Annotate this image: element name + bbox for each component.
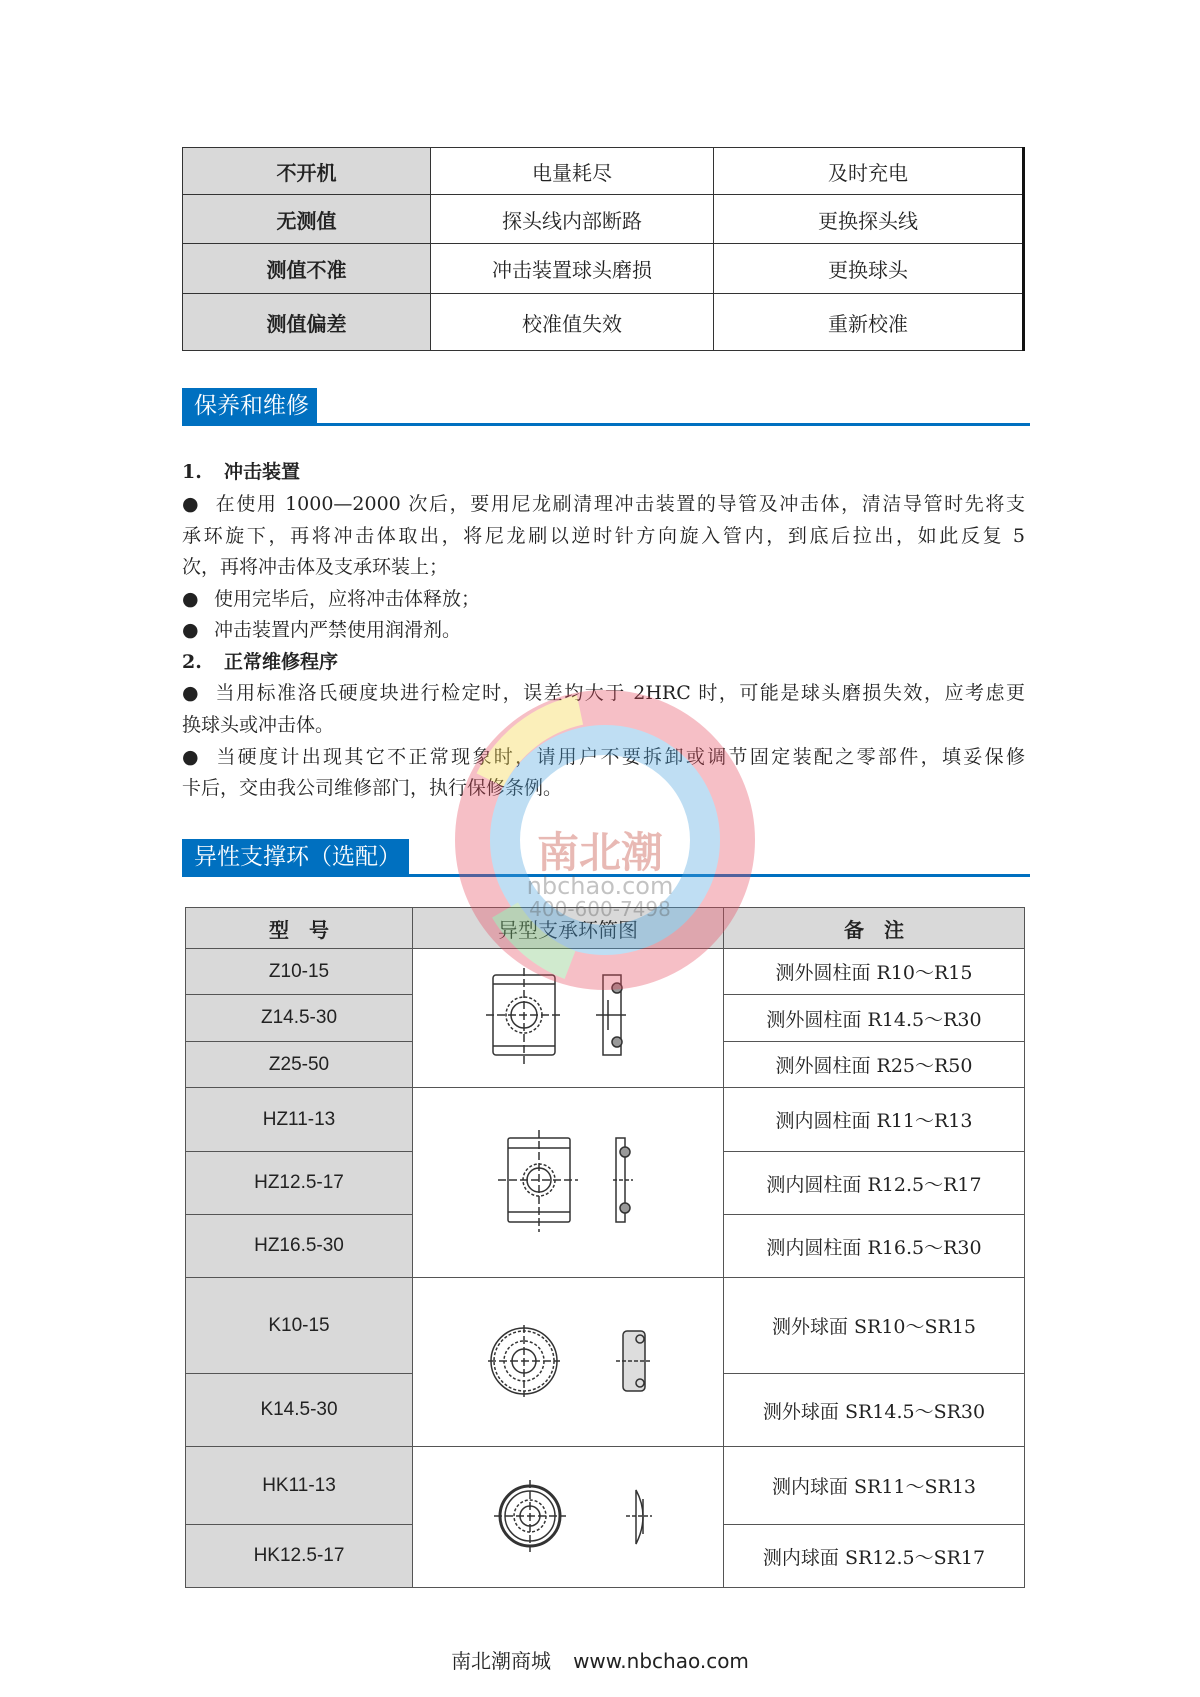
page-footer	[0, 1645, 1200, 1674]
subheading-text: 冲击装置	[224, 461, 301, 483]
line-text: 换球头或冲击体。	[182, 714, 335, 736]
model-cell: K14.5-30	[186, 1374, 413, 1447]
model-cell: HK11-13	[186, 1447, 413, 1525]
model-cell: HK12.5-17	[186, 1525, 413, 1588]
cause-cell: 电量耗尽	[431, 148, 714, 195]
symptom-cell: 不开机	[183, 148, 431, 195]
remedy-cell: 更换探头线	[714, 195, 1024, 244]
watermark-phone: 400-600-7498	[529, 897, 671, 921]
diagram-hz-ring	[413, 1088, 724, 1278]
line-text: 卡后，交由我公司维修部门，执行保修条例。	[182, 777, 563, 799]
model-cell: HZ16.5-30	[186, 1215, 413, 1278]
note-cell: 测外圆柱面 R10～R15	[724, 949, 1025, 995]
line-text: 当用标准洛氏硬度块进行检定时，误差均大于 2HRC 时，可能是球头磨损失效，应考虑更	[214, 682, 1025, 704]
footer-url-link[interactable]: www.nbchao.com	[573, 1649, 749, 1673]
remedy-cell: 重新校准	[714, 294, 1024, 351]
paragraph-line	[182, 555, 1025, 579]
line-text: 承环旋下，再将冲击体取出，将尼龙刷以逆时针方向旋入管内，到底后拉出，如此反复 5	[182, 525, 1025, 547]
table-row	[186, 1278, 1025, 1374]
subheading-text: 正常维修程序	[224, 651, 339, 673]
table-row	[186, 949, 1025, 995]
paragraph-line	[182, 492, 1025, 516]
table-row	[186, 1088, 1025, 1152]
section-title: 异性支撑环（选配）	[182, 839, 409, 874]
note-cell: 测内圆柱面 R16.5～R30	[724, 1215, 1025, 1278]
watermark-site: nbchao.com	[526, 872, 674, 900]
item-number: 2.	[182, 651, 202, 673]
diagram-z-ring	[413, 949, 724, 1088]
column-header-note: 备 注	[724, 908, 1025, 949]
model-cell: Z10-15	[186, 949, 413, 995]
table-row	[183, 148, 1024, 195]
model-cell: K10-15	[186, 1278, 413, 1374]
model-cell: Z25-50	[186, 1042, 413, 1088]
note-cell: 测内圆柱面 R11～R13	[724, 1088, 1025, 1152]
symptom-cell: 无测值	[183, 195, 431, 244]
bullet-icon: ●	[182, 588, 199, 610]
column-header-model: 型 号	[186, 908, 413, 949]
note-cell: 测外球面 SR10～SR15	[724, 1278, 1025, 1374]
footer-brand: 南北潮商城	[451, 1649, 552, 1673]
cause-cell: 校准值失效	[431, 294, 714, 351]
column-header-diagram: 异型支承环简图	[413, 908, 724, 949]
section-heading-maintenance	[182, 388, 1030, 426]
model-cell: HZ11-13	[186, 1088, 413, 1152]
model-cell: Z14.5-30	[186, 995, 413, 1042]
note-cell: 测外圆柱面 R14.5～R30	[724, 995, 1025, 1042]
fault-table	[182, 147, 1025, 351]
table-row	[183, 294, 1024, 351]
bullet-icon: ●	[182, 619, 199, 641]
watermark-name: 南北潮	[536, 828, 663, 877]
paragraph-line	[182, 681, 1025, 705]
inner-spherical-ring-drawing-icon	[468, 1454, 668, 1574]
line-text: 当硬度计出现其它不正常现象时，请用户不要拆卸或调节固定装配之零部件，填妥保修	[214, 746, 1025, 768]
subheading-repair-procedure	[182, 650, 1025, 674]
diagram-k-ring	[413, 1278, 724, 1447]
line-text: 使用完毕后，应将冲击体释放；	[214, 588, 481, 610]
table-row	[183, 195, 1024, 244]
diagram-hk-ring	[413, 1447, 724, 1588]
paragraph-line	[182, 587, 1025, 611]
bullet-icon: ●	[182, 493, 199, 515]
line-text: 冲击装置内严禁使用润滑剂。	[214, 619, 462, 641]
paragraph-line	[182, 776, 1025, 800]
table-row	[183, 244, 1024, 294]
paragraph-line	[182, 524, 1025, 548]
item-number: 1.	[182, 461, 202, 483]
paragraph-line	[182, 745, 1025, 769]
cylindrical-ring-drawing-icon	[468, 960, 668, 1070]
cause-cell: 探头线内部断路	[431, 195, 714, 244]
note-cell: 测内球面 SR11～SR13	[724, 1447, 1025, 1525]
table-row	[186, 1447, 1025, 1525]
subheading-impact-device	[182, 460, 1025, 484]
note-cell: 测外球面 SR14.5～SR30	[724, 1374, 1025, 1447]
bullet-icon: ●	[182, 682, 199, 704]
note-cell: 测内圆柱面 R12.5～R17	[724, 1152, 1025, 1215]
symptom-cell: 测值偏差	[183, 294, 431, 351]
note-cell: 测外圆柱面 R25～R50	[724, 1042, 1025, 1088]
line-text: 次，再将冲击体及支承环装上；	[182, 556, 449, 578]
remedy-cell: 更换球头	[714, 244, 1024, 294]
model-cell: HZ12.5-17	[186, 1152, 413, 1215]
remedy-cell: 及时充电	[714, 148, 1024, 195]
paragraph-line	[182, 618, 1025, 642]
section-title: 保养和维修	[182, 388, 317, 423]
support-ring-table	[185, 907, 1025, 1588]
spherical-ring-drawing-icon	[468, 1299, 668, 1419]
symptom-cell: 测值不准	[183, 244, 431, 294]
note-cell: 测内球面 SR12.5～SR17	[724, 1525, 1025, 1588]
line-text: 在使用 1000—2000 次后，要用尼龙刷清理冲击装置的导管及冲击体，清洁导管时先将支	[214, 493, 1025, 515]
cause-cell: 冲击装置球头磨损	[431, 244, 714, 294]
bullet-icon: ●	[182, 746, 199, 768]
paragraph-line	[182, 713, 1025, 737]
inner-cylindrical-ring-drawing-icon	[468, 1120, 668, 1240]
